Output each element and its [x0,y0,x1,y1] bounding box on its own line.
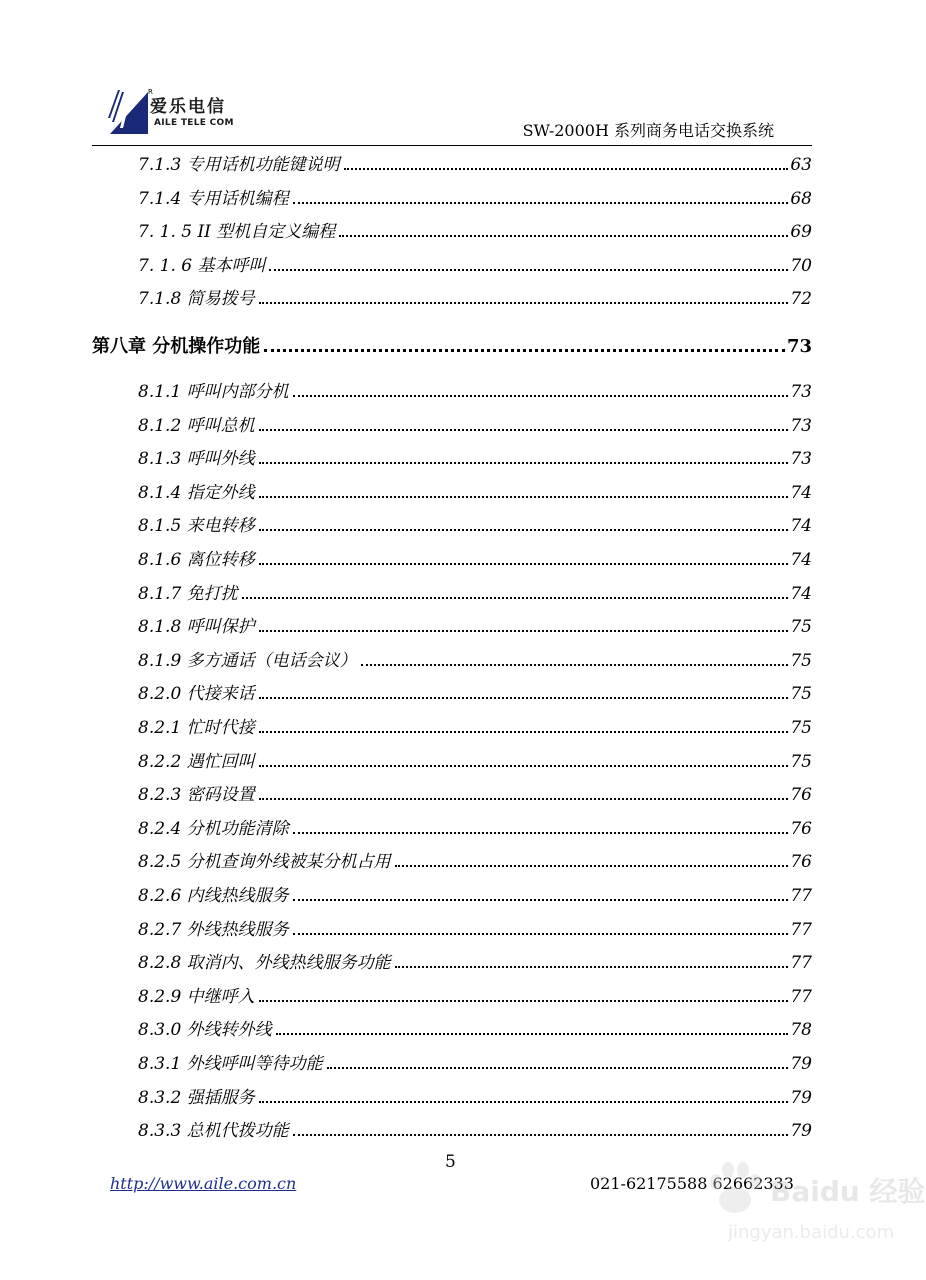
toc-dot-leader [259,612,789,632]
toc-dot-leader [327,1049,789,1069]
toc-page-number: 76 [790,785,812,806]
toc-entry[interactable] [138,881,812,905]
toc-entry[interactable] [138,579,812,603]
toc-dot-leader [293,814,789,834]
toc-dot-leader [293,881,789,901]
toc-entry[interactable] [138,1049,812,1073]
toc-entry-title: 8.1.5 来电转移 [138,516,255,537]
toc-page-number: 77 [790,919,812,940]
toc-entry[interactable] [138,284,812,308]
toc-entry-title: 8.1.1 呼叫内部分机 [138,382,289,402]
toc-entry-title: 8.1.2 呼叫总机 [138,415,255,436]
toc-entry-title: 8.2.5 分机查询外线被某分机占用 [138,852,391,873]
toc-entry[interactable] [138,411,812,435]
toc-entry-title: 8.2.3 密码设置 [138,785,255,806]
toc-entry-title: 8.2.4 分机功能清除 [138,818,289,839]
toc-page-number: 76 [790,852,812,873]
logo-english-name: AILE TELE COM [154,118,234,128]
toc-entry[interactable] [138,982,812,1006]
toc-page-number: 78 [790,1020,812,1041]
toc-dot-leader [264,331,785,352]
toc-dot-leader [339,217,788,237]
toc-page-number: 77 [790,953,812,974]
toc-dot-leader [293,377,789,397]
toc-entry[interactable] [138,948,812,972]
toc-dot-leader [293,184,789,204]
toc-entry-title: 8.2.2 遇忙回叫 [138,751,255,772]
toc-dot-leader [259,1083,789,1103]
toc-dot-leader [259,780,789,800]
toc-dot-leader [361,646,789,666]
toc-page-number: 74 [790,583,812,604]
toc-dot-leader [395,847,789,867]
toc-entry[interactable] [138,713,812,737]
logo-mark-icon [108,88,152,136]
toc-entry[interactable] [138,377,812,401]
toc-dot-leader [293,915,789,935]
toc-entry[interactable] [138,780,812,804]
toc-page-number: 76 [790,818,812,839]
toc-entry-title: 8.1.7 免打扰 [138,583,238,604]
toc-page-number: 73 [786,336,812,357]
toc-entry[interactable] [138,150,812,174]
toc-page-number: 68 [790,188,812,209]
toc-entry[interactable] [138,612,812,636]
toc-dot-leader [259,982,789,1002]
toc-entry-title: 8.2.7 外线热线服务 [138,919,289,940]
toc-entry[interactable] [138,847,812,871]
logo-chinese-name: 爱乐电信 [150,97,226,117]
toc-entry-title: 8.2.0 代接来话 [138,684,255,705]
toc-dot-leader [259,478,789,498]
toc-dot-leader [259,747,789,767]
toc-dot-leader [259,545,789,565]
toc-chapter-heading[interactable] [92,331,812,355]
toc-entry-title: 7.1.4 专用话机编程 [138,188,289,209]
toc-page-number: 74 [790,482,812,503]
company-logo [108,88,258,138]
toc-page-number: 70 [790,255,812,276]
toc-page-number: 72 [790,289,812,310]
toc-page-number: 69 [790,222,812,243]
toc-entry[interactable] [138,679,812,703]
toc-entry[interactable] [138,511,812,535]
toc-page-number: 73 [790,449,812,470]
toc-entry[interactable] [138,1083,812,1107]
toc-dot-leader [269,251,788,271]
baidu-watermark [700,1140,926,1260]
toc-entry[interactable] [138,646,812,670]
toc-page-number: 73 [790,415,812,436]
footer-phone: 021-62175588 62662333 [590,1174,794,1193]
registered-mark: R [148,88,153,96]
toc-entry-title: 8.3.0 外线转外线 [138,1020,272,1041]
toc-entry[interactable] [138,747,812,771]
toc-page-number: 73 [790,382,812,402]
toc-page-number: 74 [790,516,812,537]
paw-icon [700,1154,770,1224]
toc-entry-title: 8.3.3 总机代拨功能 [138,1121,289,1142]
toc-dot-leader [293,1116,789,1136]
toc-page-number: 75 [790,718,812,738]
toc-entry-title: 8.2.6 内线热线服务 [138,886,289,906]
toc-entry-title: 第八章 分机操作功能 [92,336,261,357]
header-divider [92,145,812,146]
toc-entry-title: 7.1.8 简易拨号 [138,289,255,310]
toc-entry-title: 8.1.3 呼叫外线 [138,449,255,470]
toc-entry[interactable] [138,1015,812,1039]
toc-dot-leader [259,511,789,531]
page-header [0,0,902,150]
toc-dot-leader [242,579,789,599]
toc-page-number: 77 [790,886,812,906]
toc-entry[interactable] [138,217,812,241]
toc-entry-title: 7. 1. 5 II 型机自定义编程 [138,222,336,243]
toc-page-number: 75 [790,684,812,705]
toc-entry[interactable] [138,915,812,939]
toc-entry-title: 8.2.9 中继呼入 [138,986,255,1007]
footer-website-link[interactable]: http://www.aile.com.cn [110,1174,297,1193]
toc-page-number: 79 [790,1121,812,1142]
toc-dot-leader [344,150,789,170]
toc-entry[interactable] [138,814,812,838]
toc-entry-title: 7. 1. 6 基本呼叫 [138,255,266,276]
toc-dot-leader [259,713,789,733]
page-number: 5 [445,1152,456,1172]
toc-page-number: 75 [790,617,812,638]
toc-entry[interactable] [138,184,812,208]
toc-entry-title: 8.2.8 取消内、外线热线服务功能 [138,953,391,974]
toc-page-number: 74 [790,550,812,570]
toc-entry-title: 7.1.3 专用话机功能键说明 [138,155,340,175]
toc-entry-title: 8.1.6 离位转移 [138,550,255,570]
toc-entry-title: 8.3.2 强插服务 [138,1087,255,1108]
toc-page-number: 75 [790,751,812,772]
toc-entry[interactable] [138,251,812,275]
toc-entry[interactable] [138,478,812,502]
watermark-text: Baidu 经验 [770,1175,926,1208]
toc-entry[interactable] [138,545,812,569]
toc-entry-title: 8.1.4 指定外线 [138,482,255,503]
toc-page-number: 79 [790,1054,812,1074]
toc-dot-leader [259,444,789,464]
toc-dot-leader [276,1015,789,1035]
toc-entry[interactable] [138,444,812,468]
toc-dot-leader [259,411,789,431]
toc-dot-leader [259,679,789,699]
toc-page-number: 77 [790,986,812,1007]
toc-page-number: 63 [790,155,812,175]
toc-entry-title: 8.3.1 外线呼叫等待功能 [138,1054,323,1074]
toc-entry[interactable] [138,1116,812,1140]
toc-entry-title: 8.1.9 多方通话（电话会议） [138,650,357,671]
toc-page-number: 75 [790,650,812,671]
toc-entry-title: 8.1.8 呼叫保护 [138,617,255,638]
toc-dot-leader [395,948,789,968]
document-title: SW-2000H 系列商务电话交换系统 [522,121,774,140]
toc-page-number: 79 [790,1087,812,1108]
toc-dot-leader [259,284,789,304]
toc-entry-title: 8.2.1 忙时代接 [138,718,255,738]
watermark-url: jingyan.baidu.com [728,1222,895,1243]
